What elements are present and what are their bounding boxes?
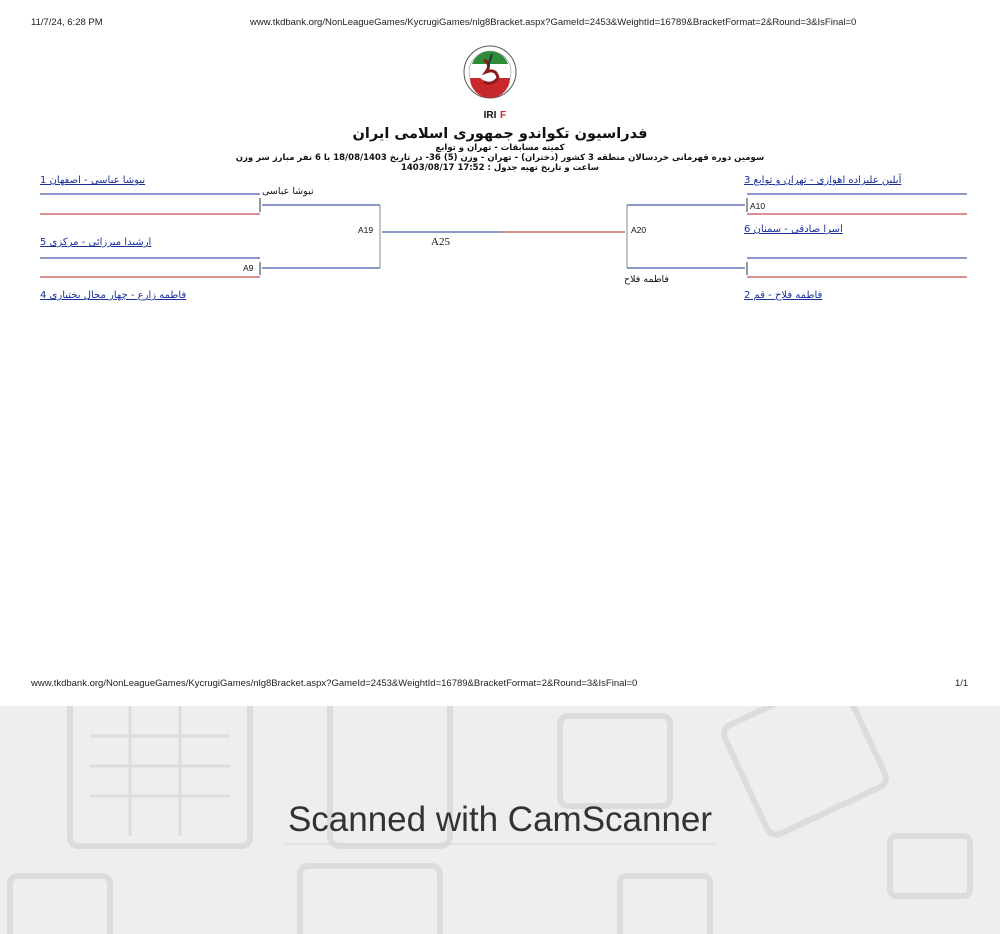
right-player-1[interactable]: آیلین علیزاده اهوازی - تهران و توابع 3 — [744, 175, 902, 186]
winner-left-sf: نیوشا عباسی — [262, 186, 314, 197]
match-label-left-qf: A9 — [243, 263, 254, 273]
winner-right-sf: فاطمه فلاح — [624, 274, 669, 285]
page-title: فدراسیون تکواندو جمهوری اسلامی ایران — [352, 126, 648, 142]
left-player-1[interactable]: نیوشا عباسی - اصفهان 1 — [40, 175, 146, 186]
page-number: 1/1 — [955, 678, 969, 689]
print-url-header[interactable]: www.tkdbank.org/NonLeagueGames/KycrugiGames/nlg8Bracket.aspx?GameId=2453&WeightId=16789&BracketFormat=2&Round=3&IsFinal=0 — [250, 17, 857, 28]
logo-text: IRI — [483, 110, 497, 121]
left-player-3[interactable]: فاطمه زارع - چهار محال بختیاری 4 — [40, 290, 187, 301]
subtitle-tournament: سومین دوره قهرمانی خردسالان منطقه 3 کشور (دختران) - تهران - وزن (5) 36- در تاریخ 18/08/1403 با 6 نفر مبارز سر وزن — [235, 153, 765, 163]
scanner-watermark-band — [0, 706, 1000, 934]
subtitle-committee: کمیته مسابقات - تهران و توابع — [435, 143, 565, 153]
match-label-left-sf: A19 — [358, 225, 374, 235]
logo-mark: F — [499, 110, 507, 121]
print-datetime: 11/7/24, 6:28 PM — [31, 17, 103, 28]
bracket-lines — [0, 0, 1000, 320]
left-player-2[interactable]: ارشیدا میرزائی - مرکزی 5 — [40, 237, 152, 248]
match-label-right-qf: A10 — [750, 201, 766, 211]
right-player-3[interactable]: فاطمه فلاح - قم 2 — [744, 290, 823, 301]
right-player-2[interactable]: اسرا صادقی - سمنان 6 — [744, 224, 843, 235]
match-label-final: A25 — [431, 236, 450, 248]
match-label-right-sf: A20 — [631, 225, 647, 235]
subtitle-timestamp: ساعت و تاریخ تهیه جدول : 17:52 1403/08/17 — [400, 163, 600, 173]
scanner-watermark-text: Scanned with CamScanner — [287, 800, 713, 839]
print-url-footer[interactable]: www.tkdbank.org/NonLeagueGames/KycrugiGames/nlg8Bracket.aspx?GameId=2453&WeightId=16789&BracketFormat=2&Round=3&IsFinal=0 — [31, 678, 638, 689]
